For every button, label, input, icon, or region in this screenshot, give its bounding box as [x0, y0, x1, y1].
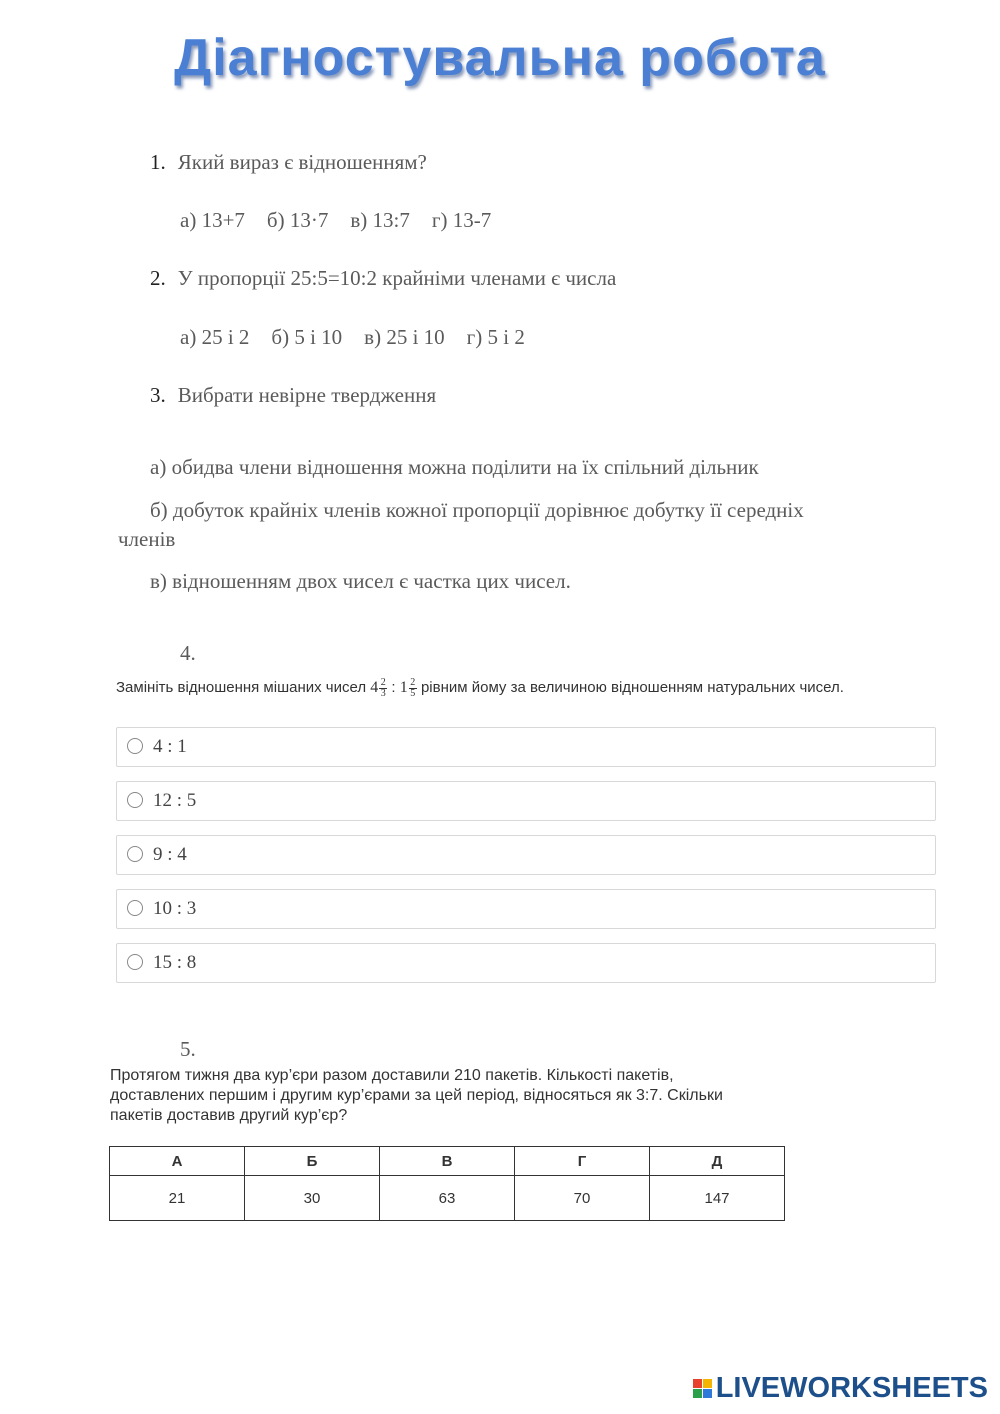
- q4-choice-2[interactable]: [116, 781, 936, 821]
- mixed-2-fraction: [409, 678, 417, 699]
- answer-table-header: [110, 1147, 785, 1176]
- question-1-number: 1.: [150, 150, 166, 174]
- radio-button[interactable]: [127, 846, 143, 862]
- answer-header-e: Д: [650, 1147, 785, 1176]
- question-4-number: 4.: [180, 641, 196, 665]
- mixed-2-whole: 1: [399, 679, 408, 697]
- question-2-text: У пропорції 25:5=10:2 крайніми членами є числа: [177, 266, 617, 290]
- question-3-number: 3.: [150, 383, 166, 407]
- q4-choice-1-label: 4 : 1: [153, 736, 187, 757]
- answer-table: [109, 1146, 785, 1221]
- answer-header-a: А: [110, 1147, 245, 1176]
- q4-prompt-end: рівним йому за величиною відношенням натуральних чисел.: [420, 679, 844, 697]
- q5-line-2: доставлених першим і другим кур’єрами за цей період, відносяться як 3:7. Скільки: [110, 1087, 723, 1104]
- q4-choice-1[interactable]: [116, 727, 936, 767]
- radio-button[interactable]: [127, 792, 143, 808]
- liveworksheets-logo-icon: [693, 1379, 712, 1398]
- q1-option-c: в) 13:7: [350, 208, 410, 232]
- liveworksheets-logo: [693, 1372, 988, 1405]
- q2-option-d: г) 5 і 2: [466, 325, 525, 349]
- question-3-text: Вибрати невірне твердження: [177, 383, 437, 407]
- q4-prompt-start: Замініть відношення мішаних чисел: [116, 679, 367, 697]
- q4-choice-4[interactable]: [116, 889, 936, 929]
- answer-value-d[interactable]: 70: [515, 1176, 650, 1221]
- question-5-number: 5.: [180, 1037, 196, 1061]
- q1-option-b: б) 13·7: [266, 208, 329, 232]
- question-4-prompt: [116, 678, 844, 699]
- answer-table-values: [110, 1176, 785, 1221]
- q4-choice-5[interactable]: [116, 943, 936, 983]
- answer-value-a[interactable]: 21: [110, 1176, 245, 1221]
- question-3: [150, 383, 436, 408]
- radio-button[interactable]: [127, 738, 143, 754]
- q2-option-a: а) 25 і 2: [180, 325, 250, 349]
- radio-button[interactable]: [127, 900, 143, 916]
- question-2-number: 2.: [150, 266, 166, 290]
- answer-value-c[interactable]: 63: [380, 1176, 515, 1221]
- q4-choice-3[interactable]: [116, 835, 936, 875]
- q5-line-1: Протягом тижня два кур’єри разом доставили 210 пакетів. Кількості пакетів,: [110, 1067, 674, 1084]
- q3-statement-b-cont: членів: [118, 527, 176, 551]
- page-title: Діагностувальна робота: [174, 29, 826, 87]
- q1-option-a: а) 13+7: [180, 208, 245, 232]
- question-1-options: [180, 208, 513, 233]
- answer-value-e[interactable]: 147: [650, 1176, 785, 1221]
- mixed-1-denominator: 3: [380, 688, 386, 699]
- q4-choice-4-label: 10 : 3: [153, 898, 197, 919]
- answer-header-c: В: [380, 1147, 515, 1176]
- ratio-colon: :: [391, 679, 396, 697]
- question-1: [150, 150, 427, 175]
- q4-choice-3-label: 9 : 4: [153, 844, 187, 865]
- q4-choice-2-label: 12 : 5: [153, 790, 197, 811]
- mixed-2-denominator: 5: [410, 688, 416, 699]
- q2-option-c: в) 25 і 10: [364, 325, 445, 349]
- mixed-1-whole: 4: [370, 679, 379, 697]
- q3-statement-b: б) добуток крайніх членів кожної пропорції дорівнює добутку її середніх: [150, 498, 804, 522]
- q2-option-b: б) 5 і 10: [271, 325, 343, 349]
- mixed-number-2: [399, 677, 417, 699]
- liveworksheets-logo-text: LIVEWORKSHEETS: [715, 1372, 988, 1404]
- question-2: [150, 266, 616, 291]
- answer-header-d: Г: [515, 1147, 650, 1176]
- question-5-text: [110, 1066, 723, 1126]
- q1-option-d: г) 13-7: [431, 208, 492, 232]
- question-1-text: Який вираз є відношенням?: [177, 150, 427, 174]
- answer-value-b[interactable]: 30: [245, 1176, 380, 1221]
- mixed-2-numerator: 2: [410, 677, 416, 688]
- q3-statement-c: в) відношенням двох чисел є частка цих чисел.: [150, 569, 571, 593]
- mixed-number-1: [370, 677, 387, 699]
- mixed-1-numerator: 2: [380, 677, 386, 688]
- mixed-1-fraction: [379, 678, 387, 699]
- answer-header-b: Б: [245, 1147, 380, 1176]
- q4-choice-5-label: 15 : 8: [153, 952, 197, 973]
- q5-line-3: пакетів доставив другий кур’єр?: [110, 1107, 348, 1124]
- radio-button[interactable]: [127, 954, 143, 970]
- q3-statement-a: а) обидва члени відношення можна поділити на їх спільний дільник: [150, 455, 759, 479]
- question-2-options: [180, 325, 547, 350]
